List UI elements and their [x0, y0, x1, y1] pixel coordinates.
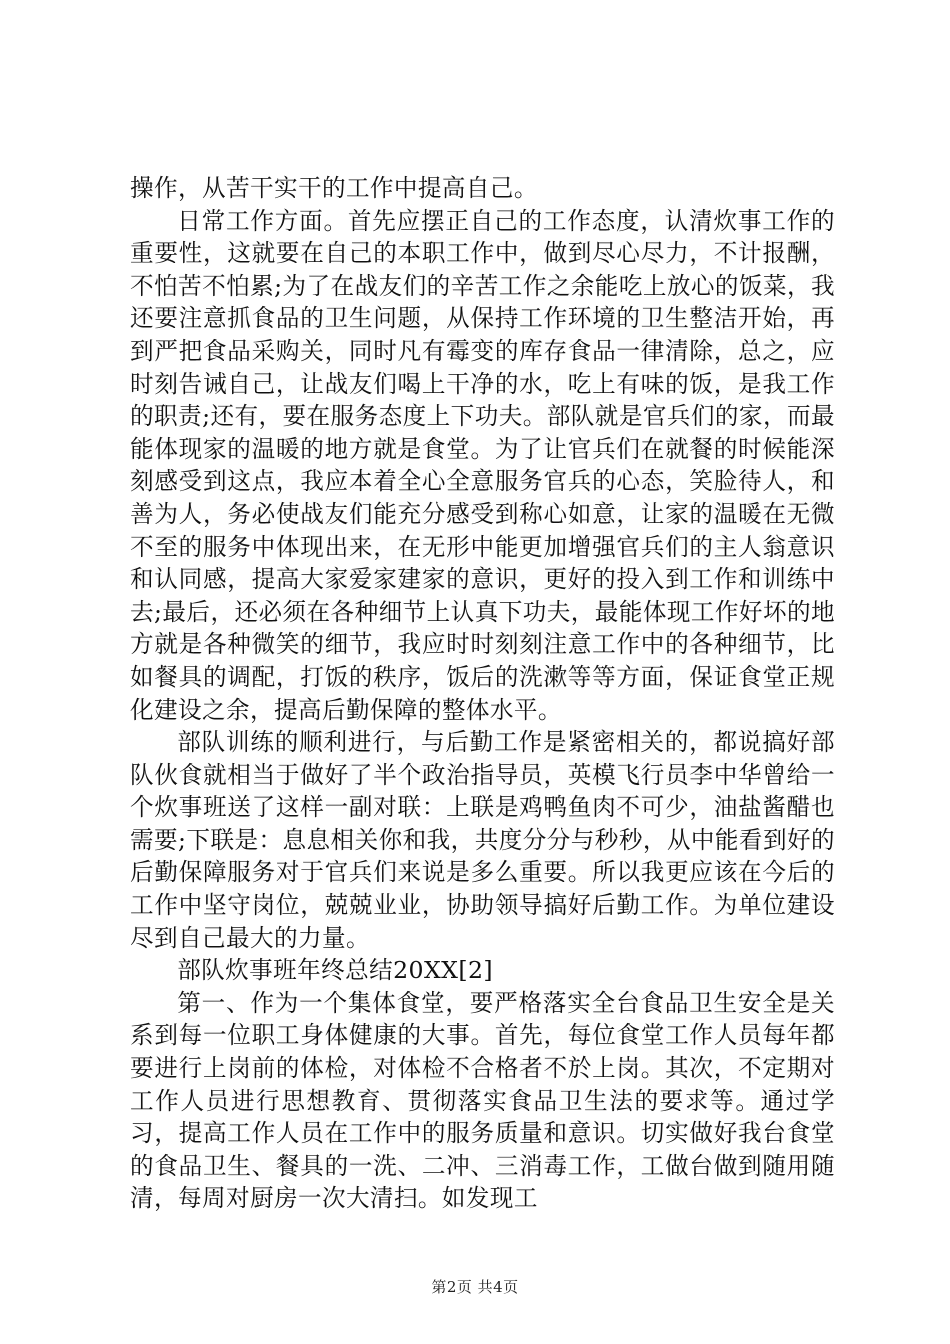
document-body: [130, 172, 835, 1215]
page-number-label: 第2页 共4页: [431, 1278, 519, 1296]
paragraph-training-logistics: 部队训练的顺利进行，与后勤工作是紧密相关的，都说搞好部队伙食就相当于做好了半个政治指导员，英模飞行员李中华曾给一个炊事班送了这样一副对联：上联是鸡鸭鱼肉不可少，油盐酱醋也需要;下联是：息息相关你和我，共度分分与秒秒，从中能看到好的后勤保障服务对于官兵们来说是多么重要。所以我更应该在今后的工作中坚守岗位，兢兢业业，协助领导搞好后勤工作。为单位建设尽到自己最大的力量。: [130, 728, 835, 952]
paragraph-continuation: 操作，从苦干实干的工作中提高自己。: [130, 174, 538, 202]
paragraph-daily-work: 日常工作方面。首先应摆正自己的工作态度，认清炊事工作的重要性，这就要在自己的本职工作中，做到尽心尽力，不计报酬，不怕苦不怕累;为了在战友们的辛苦工作之余能吃上放心的饭菜，我还要注意抓食品的卫生问题，从保持工作环境的卫生整洁开始，再到严把食品采购关，同时凡有霉变的库存食品一律清除，总之，应时刻告诫自己，让战友们喝上干净的水，吃上有味的饭，是我工作的职责;还有，要在服务态度上下功夫。部队就是官兵们的家，而最能体现家的温暖的地方就是食堂。为了让官兵们在就餐的时候能深刻感受到这点，我应本着全心全意服务官兵的心态，笑脸待人，和善为人，务必使战友们能充分感受到称心如意，让家的温暖在无微不至的服务中体现出来，在无形中能更加增强官兵们的主人翁意识和认同感，提高大家爱家建家的意识，更好的投入到工作和训练中去;最后，还必须在各种细节上认真下功夫，最能体现工作好坏的地方就是各种微笑的细节，我应时时刻刻注意工作中的各种细节，比如餐具的调配，打饭的秩序，饭后的洗漱等等方面，保证食堂正规化建设之余，提高后勤保障的整体水平。: [130, 206, 835, 724]
page-footer: [0, 1277, 950, 1297]
paragraph-food-safety: 第一、作为一个集体食堂，要严格落实全台食品卫生安全是关系到每一位职工身体健康的大事。首先，每位食堂工作人员每年都要进行上岗前的体检，对体检不合格者不於上岗。其次，不定期对工作人员进行思想教育、贯彻落实食品卫生法的要求等。通过学习，提高工作人员在工作中的服务质量和意识。切实做好我台食堂的食品卫生、餐具的一洗、二冲、三消毒工作，工做台做到随用随清，每周对厨房一次大清扫。如发现工: [130, 988, 835, 1213]
section-heading: 部队炊事班年终总结20XX[2]: [177, 956, 493, 985]
